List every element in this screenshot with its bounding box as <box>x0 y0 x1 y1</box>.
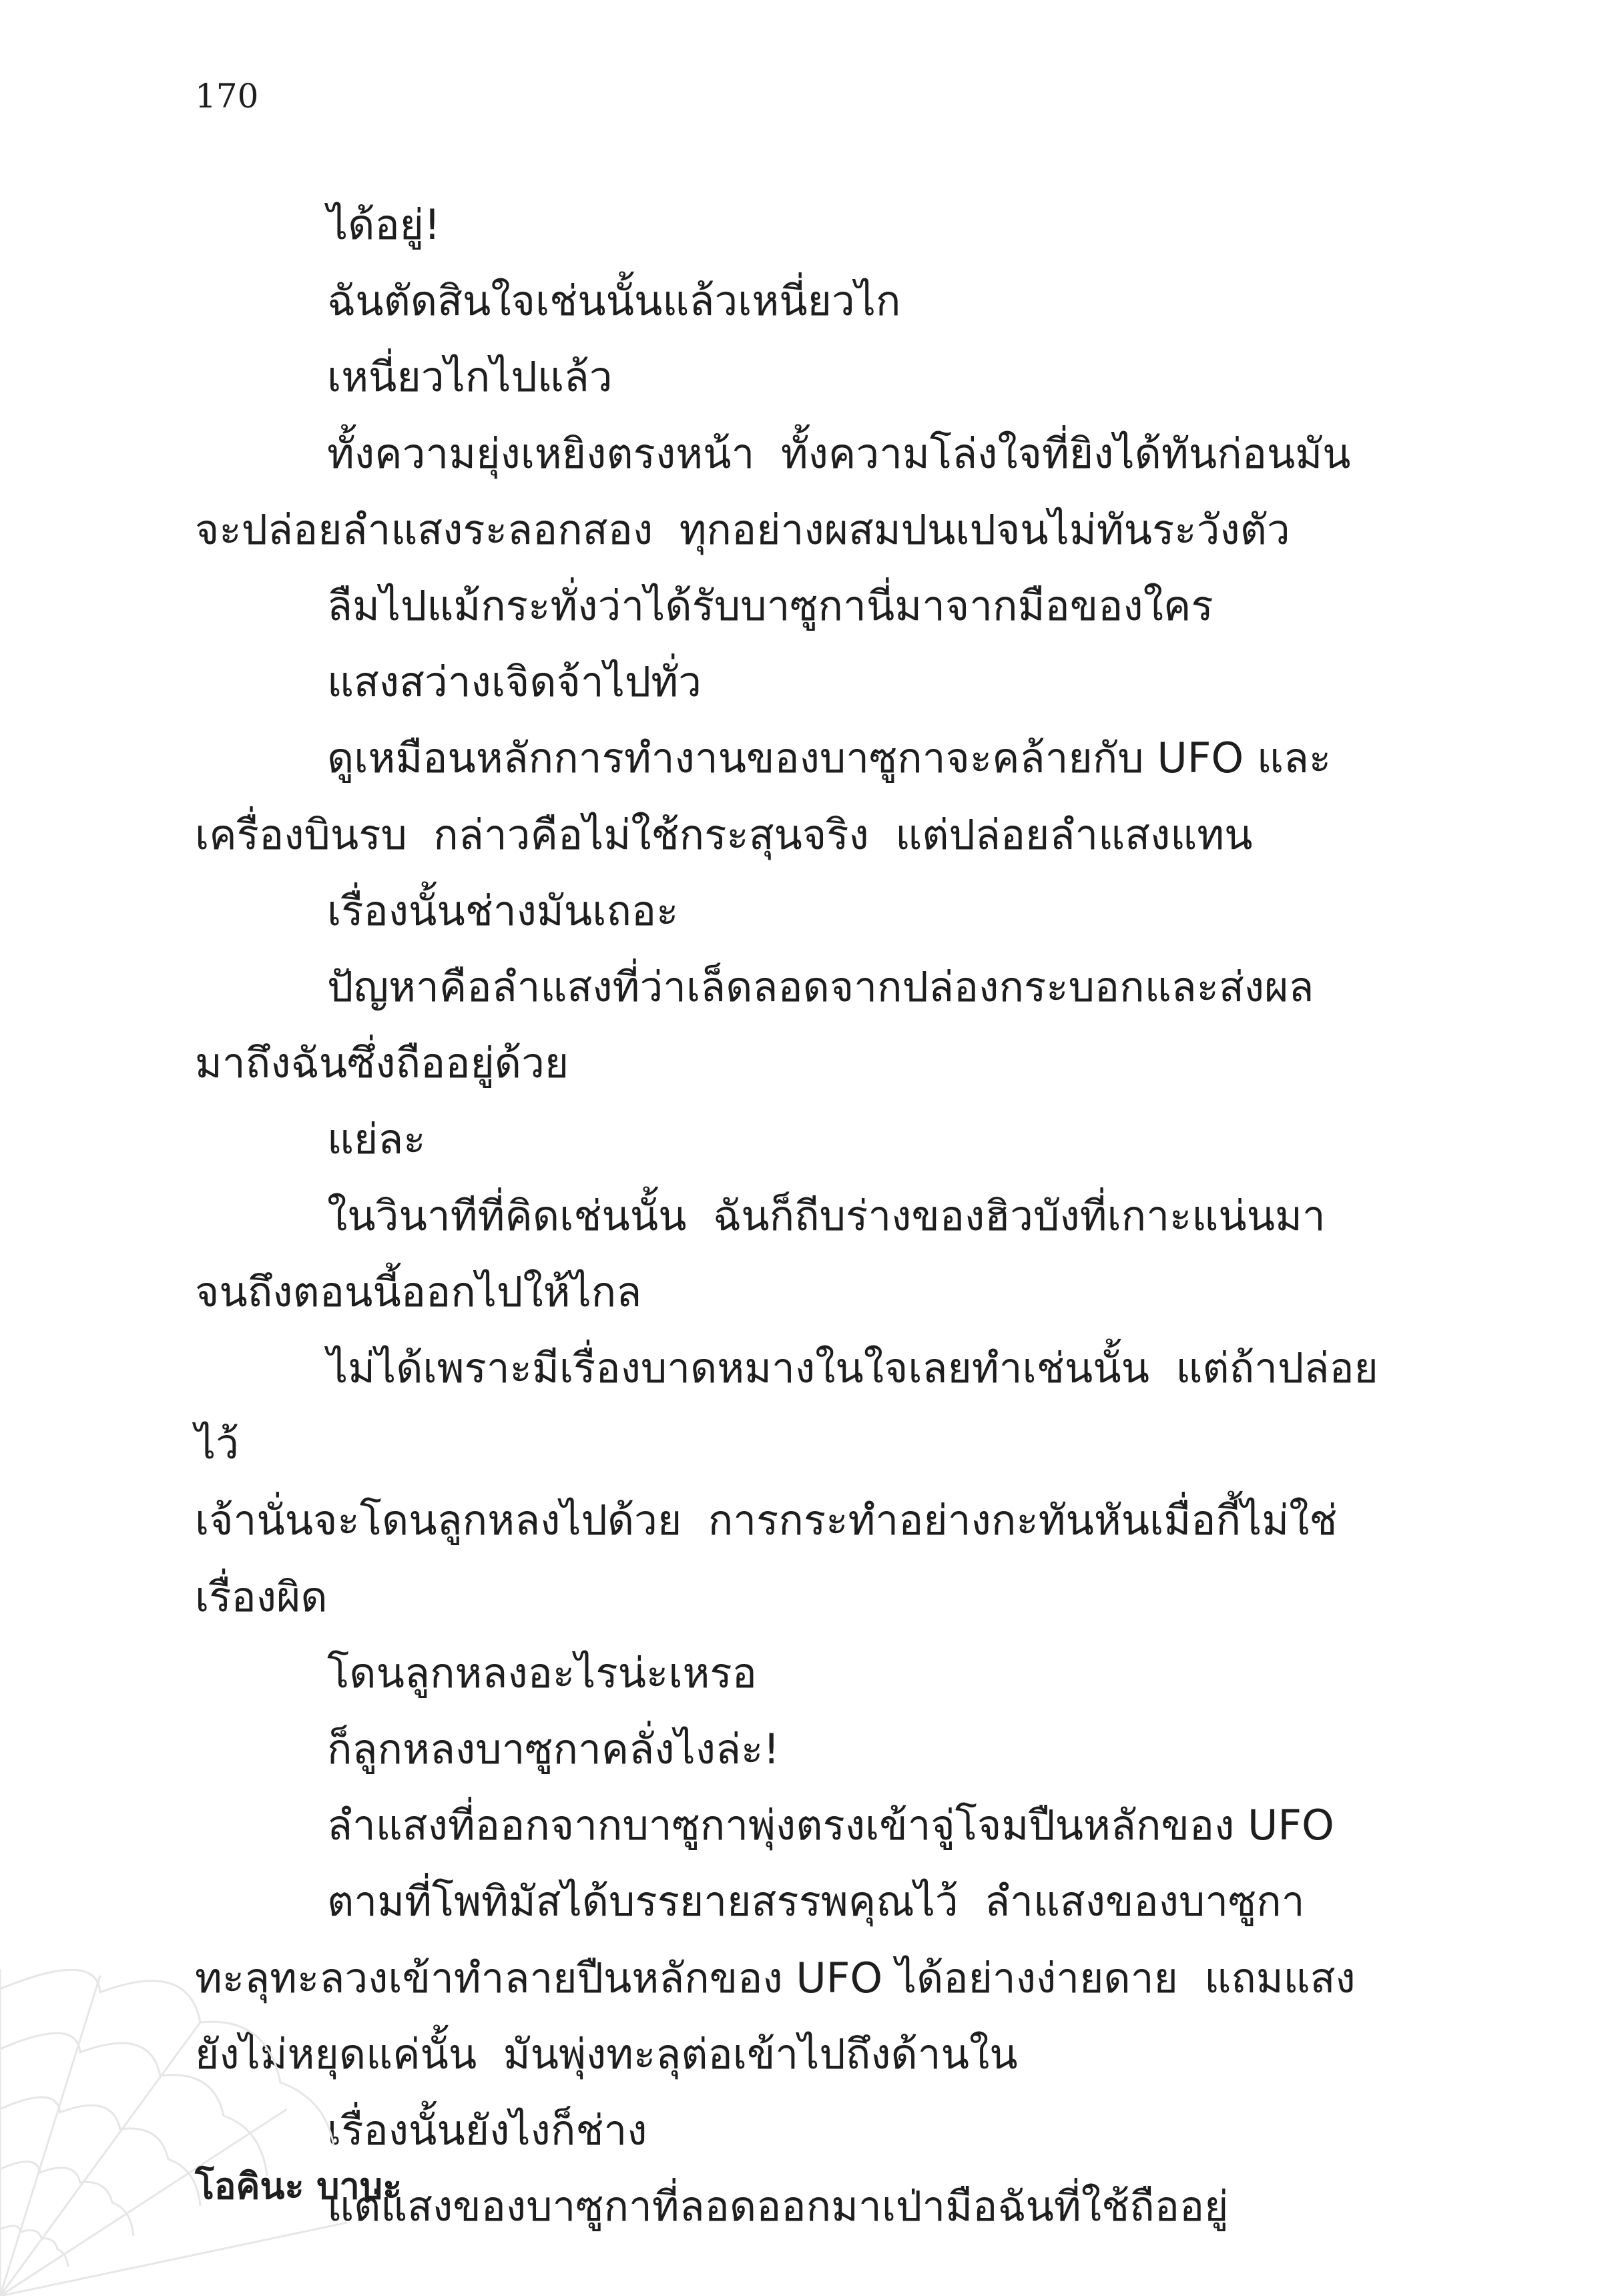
book-title-footer: โอคินะ บาบะ <box>195 2165 402 2207</box>
paragraph: ไม่ได้เพราะมีเรื่องบาดหมางในใจเลยทำเช่นนั้น แต่ถ้าปล่อยไว้ เจ้านั่นจะโดนลูกหลงไปด้วย การกระทำอย่างกะทันหันเมื่อกี้ไม่ใช่ เรื่องผิด <box>195 1344 1378 1621</box>
paragraph: เรื่องนั้นช่างมันเถอะ <box>327 886 679 935</box>
page-number: 170 <box>195 77 259 115</box>
paragraph: เหนี่ยวไกไปแล้ว <box>327 352 613 402</box>
spider-web-decoration <box>0 1969 347 2296</box>
paragraph: เรื่องนั้นยังไงก็ช่าง <box>327 2106 647 2155</box>
paragraph: ลำแสงที่ออกจากบาซูกาพุ่งตรงเข้าจู่โจมปืนหลักของ UFO <box>327 1801 1334 1850</box>
paragraph: ปัญหาคือลำแสงที่ว่าเล็ดลอดจากปล่องกระบอกและส่งผล มาถึงฉันซึ่งถืออยู่ด้วย <box>195 962 1314 1088</box>
paragraph: ลืมไปแม้กระทั่งว่าได้รับบาซูกานี่มาจากมือของใคร <box>327 581 1214 631</box>
paragraph: แย่ละ <box>327 1115 426 1164</box>
paragraph: ดูเหมือนหลักการทำงานของบาซูกาจะคล้ายกับ UFO และ เครื่องบินรบ กล่าวคือไม่ใช้กระสุนจริง แต่ปล่อยลำแสงแทน <box>195 734 1332 859</box>
paragraph: ฉันตัดสินใจเช่นนั้นแล้วเหนี่ยวไก <box>327 276 901 326</box>
paragraph: ก็ลูกหลงบาซูกาคลั่งไงล่ะ! <box>327 1725 780 1774</box>
paragraph: ในวินาทีที่คิดเช่นนั้น ฉันก็ถีบร่างของฮิวบังที่เกาะแน่นมา จนถึงตอนนี้ออกไปให้ไกล <box>195 1191 1326 1316</box>
paragraph: แสงสว่างเจิดจ้าไปทั่ว <box>327 657 702 707</box>
paragraph: แต่แสงของบาซูกาที่ลอดออกมาเป่ามือฉันที่ใช้ถืออยู่ <box>327 2182 1229 2231</box>
body-text <box>195 187 1380 2245</box>
paragraph: โดนลูกหลงอะไรน่ะเหรอ <box>327 1648 757 1697</box>
paragraph: ตามที่โพทิมัสได้บรรยายสรรพคุณไว้ ลำแสงของบาซูกา ทะลุทะลวงเข้าทำลายปืนหลักของ UFO ได้อย่างง่ายดาย แถมแสง ยังไม่หยุดแค่นั้น มันพุ่งทะลุต่อเข้าไปถึงด้านใน <box>195 1877 1356 2078</box>
paragraph: ได้อยู่! <box>327 200 441 249</box>
paragraph: ทั้งความยุ่งเหยิงตรงหน้า ทั้งความโล่งใจที่ยิงได้ทันก่อนมัน จะปล่อยลำแสงระลอกสอง ทุกอย่างผสมปนเปจนไม่ทันระวังตัว <box>195 428 1351 554</box>
